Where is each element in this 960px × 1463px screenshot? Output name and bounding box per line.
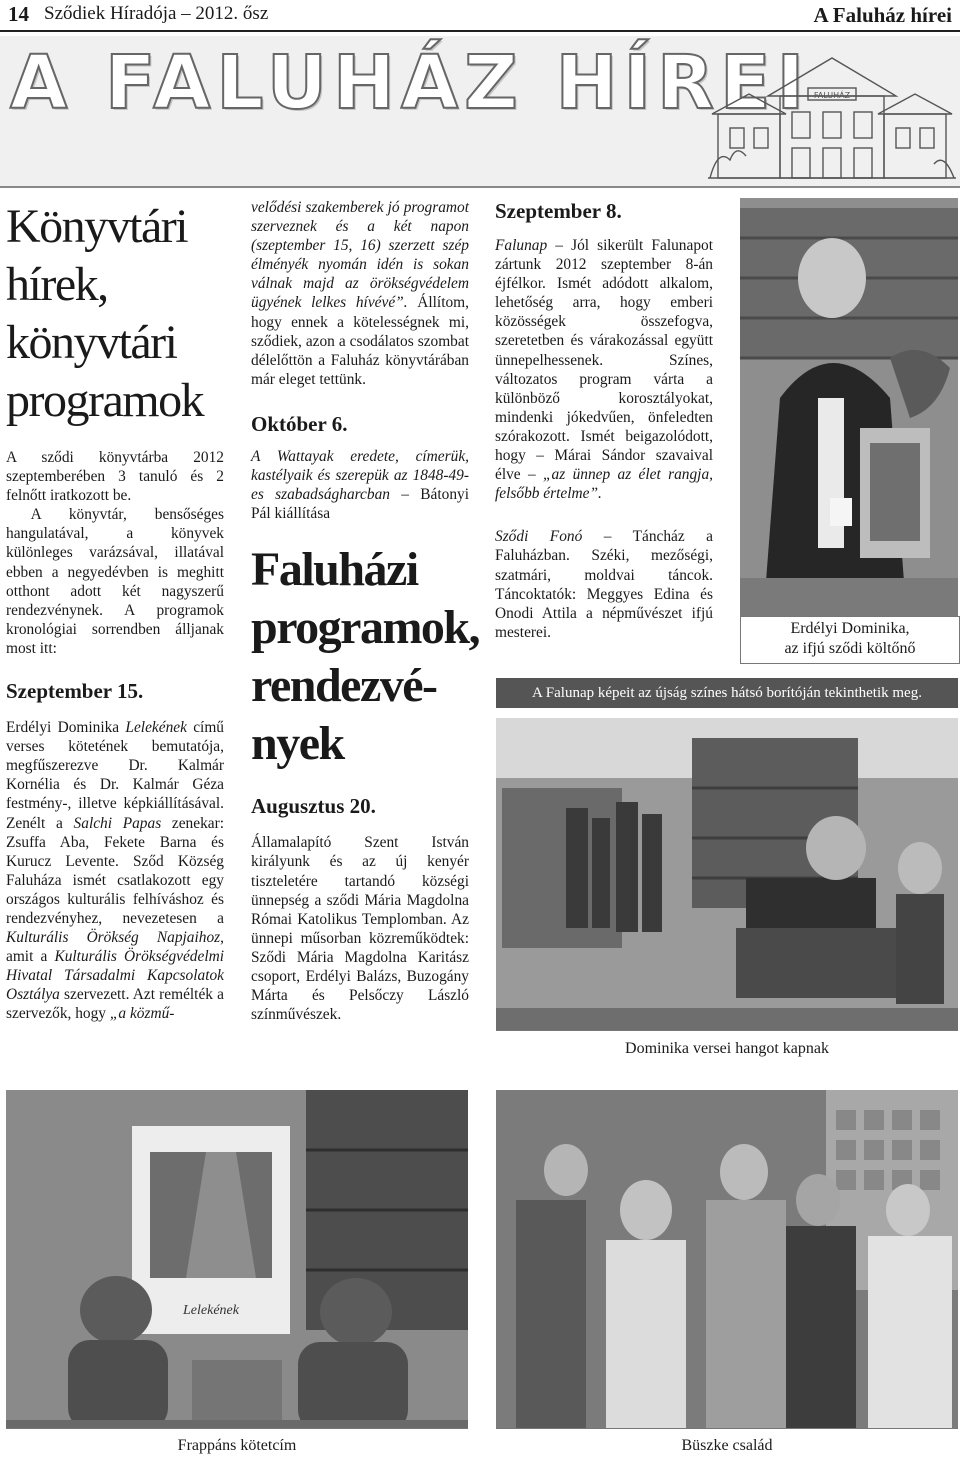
article2-headline: Faluházi programok, rendezvé- nyek <box>251 543 480 771</box>
poetry-reading-photo <box>496 718 958 1066</box>
article3-para-falunap: Falunap – Jól sikerült Falunapot zártunk 2012 szeptember 8-án éjfélkor. Ismét adódott alkalom, lehetőség arra, hogy emberi közösségek összefogva, szeretetben és várakozással együtt ünnepelhessenek. Színes, változatos program várta a különböző korosztályokat, mindenki jókedvűen, önfeledten szórakozott. Ismét beigazolódott, hogy – Márai Sándor szavaival élve – „az ünnep az élet rangja, felsőbb értelme”. <box>495 237 713 503</box>
article-faluhaz-programs <box>251 198 480 1024</box>
book-cover-title: Lelekének <box>183 1303 239 1318</box>
book-cover-image <box>6 1090 468 1462</box>
banner-title: A FALUHÁZ HÍREI <box>10 40 811 126</box>
book-cover-caption: Frappáns kötetcím <box>6 1428 468 1463</box>
article1-subhead: Szeptember 15. <box>6 679 144 704</box>
poet-portrait-photo <box>740 198 958 660</box>
article1-para3: Erdélyi Dominika Lelekének című verses kötetének bemutatója, megfűszerezve Dr. Kalmár Kornélia és Dr. Kalmár Géza festmény-, illetve képkiállításával. Zenélt a Salchi Papas zenekar: Zsuffa Aba, Fekete Barna és Kurucz Levente. Sződ Község Faluháza ismét csatlakozott egy országos kulturális felhíváshoz és rendezvényhez, nevezetesen a Kulturális Örökség Napjaihoz, amit a Kulturális Örökségvédelmi Hivatal Társadalmi Kapcsolatok Osztálya szervezett. Azt remélték a szervezők, hogy „a közmű- <box>6 719 225 1023</box>
article3-para-fono: Sződi Fonó – Táncház a Faluházban. Széki, mezőségi, szatmári, moldvai táncok. Táncoktatók: Meggyes Edina és Onodi Attila a népművészet ifjú mesterei. <box>495 528 713 641</box>
falunap-note: A Falunap képeit az újság színes hátsó borítóján tekinthetik meg. <box>496 678 958 708</box>
family-image <box>496 1090 958 1462</box>
family-caption: Büszke család <box>496 1428 958 1463</box>
article2-para-wattay: A Wattayak eredete, címerük, kastélyaik és szerepük az 1848-49-es szabadságharcban – Bátonyi Pál kiállítása <box>251 447 469 523</box>
poet-portrait-caption: Erdélyi Dominika, az ifjú sződi költőnő <box>740 616 960 664</box>
poetry-reading-image <box>496 718 958 1066</box>
article-library-news <box>6 198 224 1024</box>
article2-subhead-october: Október 6. <box>251 411 348 436</box>
article3-subhead: Szeptember 8. <box>495 199 622 223</box>
article2-subhead-august: Augusztus 20. <box>251 794 376 819</box>
poet-portrait-image <box>740 198 958 660</box>
building-sign: FALUHÁZ <box>813 91 851 100</box>
publication-info: Sződiek Híradója – 2012. ősz <box>44 3 269 24</box>
family-photo <box>496 1090 958 1462</box>
page-number: 14 <box>8 2 29 26</box>
article2-para-august: Államalapító Szent István királyunk és az új kenyér tiszteletére tartandó községi ünnepség a sződi Mária Magdolna Római Katolikus Templomban. Az ünnepi műsorban közreműködtek: Sződi Mária Magdolna Karitász csoport, Erdélyi Balázs, Buzogány Márta és Pelsőczy László színművészek. <box>251 834 469 1024</box>
poetry-reading-caption: Dominika versei hangot kapnak <box>496 1030 958 1067</box>
book-cover-photo <box>6 1090 468 1462</box>
article1-para2: A könyvtár, bensőséges hangulatával, a könyvek különleges varázsával, illatával ebben a negyedévben is meghitt otthont adott két nagyszerű rendezvénynek. A programok kronológiai sorrendben álljanak most itt: <box>6 506 224 657</box>
section-name: A Faluház hírei <box>813 3 952 27</box>
faluhaz-building-drawing <box>708 50 956 182</box>
article1-headline: Könyvtári hírek, könyvtári programok <box>6 200 204 427</box>
article1-para1: A sződi könyvtárba 2012 szeptemberében 3 tanuló és 2 felnőtt iratkozott be. <box>6 449 224 505</box>
article-september-events <box>495 198 713 642</box>
article1-continuation: velődési szakemberek jó programot szerveznek és a két napon (szeptember 15, 16) szerzett szép élményék nyomán idén is sokan válnak majd az örökségvédelem ügyének lelkes hívévé”. Állítom, hogy ennek a kötelességnek mi, sződiek, azon a csodálatos szombat délelőttön a Faluház könyvtárában már eleget tettünk. <box>251 199 469 388</box>
